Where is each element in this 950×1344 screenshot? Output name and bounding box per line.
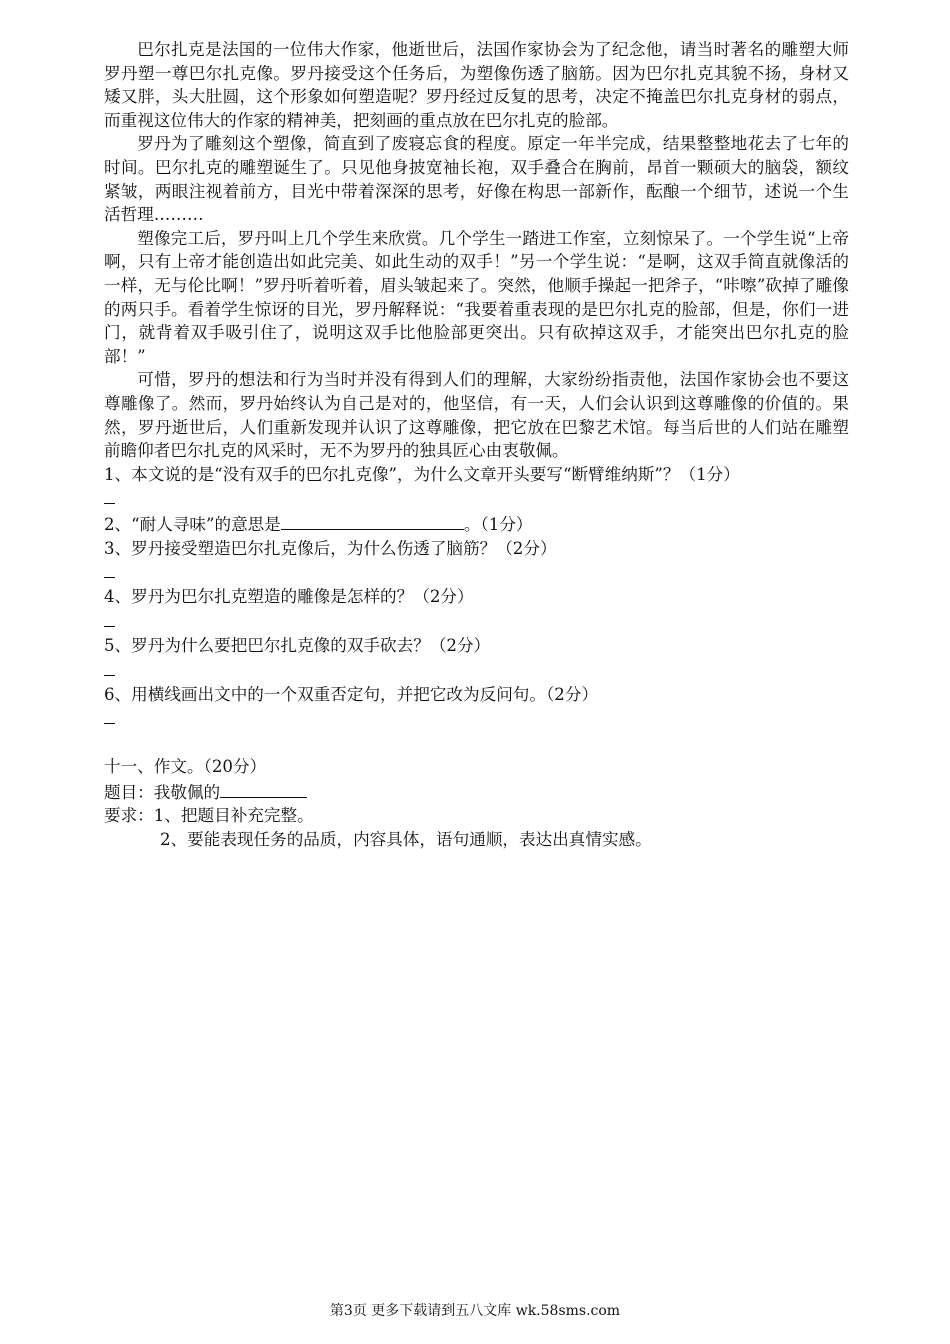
- composition-requirement-1: 要求：1、把题目补充完整。: [104, 806, 314, 826]
- passage-paragraph-3: 塑像完工后，罗丹叫上几个学生来欣赏。几个学生一踏进工作室，立刻惊呆了。一个学生说“上帝啊，只有上帝才能创造出如此完美、如此生动的双手！”另一个学生说：“是啊，这双手简直就像活的一样，无与伦比啊！”罗丹听着听着，眉头皱起来了。突然，他顺手操起一把斧子，“咔嚓”砍掉了雕像的两只手。看着学生惊讶的目光，罗丹解释说：“我要着重表现的是巴尔扎克的脸部，但是，你们一进门，就背着双手吸引住了，说明这双手比他脸部更突出。只有砍掉这双手，才能突出巴尔扎克的脸部！”: [104, 228, 849, 366]
- answer-line-1[interactable]: [104, 486, 849, 511]
- question-2-text: 2、“耐人寻味”的意思是: [104, 515, 281, 535]
- passage-paragraph-4: 可惜，罗丹的想法和行为当时并没有得到人们的理解，大家纷纷指责他，法国作家协会也不要这尊雕像了。然而，罗丹始终认为自己是对的，他坚信，有一天，人们会认识到这尊雕像的价值的。果然，罗丹逝世后，人们重新发现并认识了这尊雕像，把它放在巴黎艺术馆。每当后世的人们站在雕塑前瞻仰者巴尔扎克的风采时，无不为罗丹的独具匠心由衷敬佩。: [104, 370, 849, 461]
- answer-line-5[interactable]: [104, 658, 849, 683]
- question-5: 5、罗丹为什么要把巴尔扎克像的双手砍去？（2分）: [104, 636, 491, 656]
- answer-line-4[interactable]: [104, 609, 849, 634]
- question-1: 1、本文说的是“没有双手的巴尔扎克像”，为什么文章开头要写“断臂维纳斯”？（1分）: [104, 464, 740, 484]
- question-6: 6、用横线画出文中的一个双重否定句，并把它改为反问句。（2分）: [104, 684, 599, 704]
- section-gap: [104, 731, 849, 755]
- page-footer: 第3页 更多下载请到五八文库 wk.58sms.com: [329, 1303, 621, 1319]
- composition-heading: 十一、作文。（20分）: [104, 757, 267, 777]
- passage-paragraph-2: 罗丹为了雕刻这个塑像，简直到了废寝忘食的程度。原定一年半完成，结果整整地花去了七年的时间。巴尔扎克的雕塑诞生了。只见他身披宽袖长袍，双手叠合在胸前，昂首一颗硕大的脑袋，额纹紧皱，两眼注视着前方，目光中带着深深的思考，好像在构思一部新作，酝酿一个细节，述说一个生活哲理………: [104, 134, 849, 225]
- composition-topic-text: 题目：我敬佩的: [104, 782, 221, 802]
- question-3: 3、罗丹接受塑造巴尔扎克像后，为什么伤透了脑筋？（2分）: [104, 538, 557, 558]
- document-content: [104, 38, 849, 852]
- question-4: 4、罗丹为巴尔扎克塑造的雕像是怎样的？（2分）: [104, 587, 474, 607]
- answer-blank-2[interactable]: [281, 511, 464, 530]
- composition-requirement-2: 2、要能表现任务的品质，内容具体，语句通顺，表达出真情实感。: [160, 830, 652, 850]
- question-2: [104, 511, 849, 537]
- composition-topic: [104, 779, 849, 805]
- answer-line-3[interactable]: [104, 560, 849, 585]
- answer-line-6[interactable]: [104, 706, 849, 731]
- topic-blank[interactable]: [220, 779, 307, 798]
- question-2-score: 。（1分）: [463, 515, 533, 535]
- passage-paragraph-1: 巴尔扎克是法国的一位伟大作家，他逝世后，法国作家协会为了纪念他，请当时著名的雕塑大师罗丹塑一尊巴尔扎克像。罗丹接受这个任务后，为塑像伤透了脑筋。因为巴尔扎克其貌不扬，身材又矮又胖，头大肚圆，这个形象如何塑造呢？罗丹经过反复的思考，决定不掩盖巴尔扎克身材的弱点，而重视这位伟大的作家的精神美，把刻画的重点放在巴尔扎克的脸部。: [104, 40, 849, 130]
